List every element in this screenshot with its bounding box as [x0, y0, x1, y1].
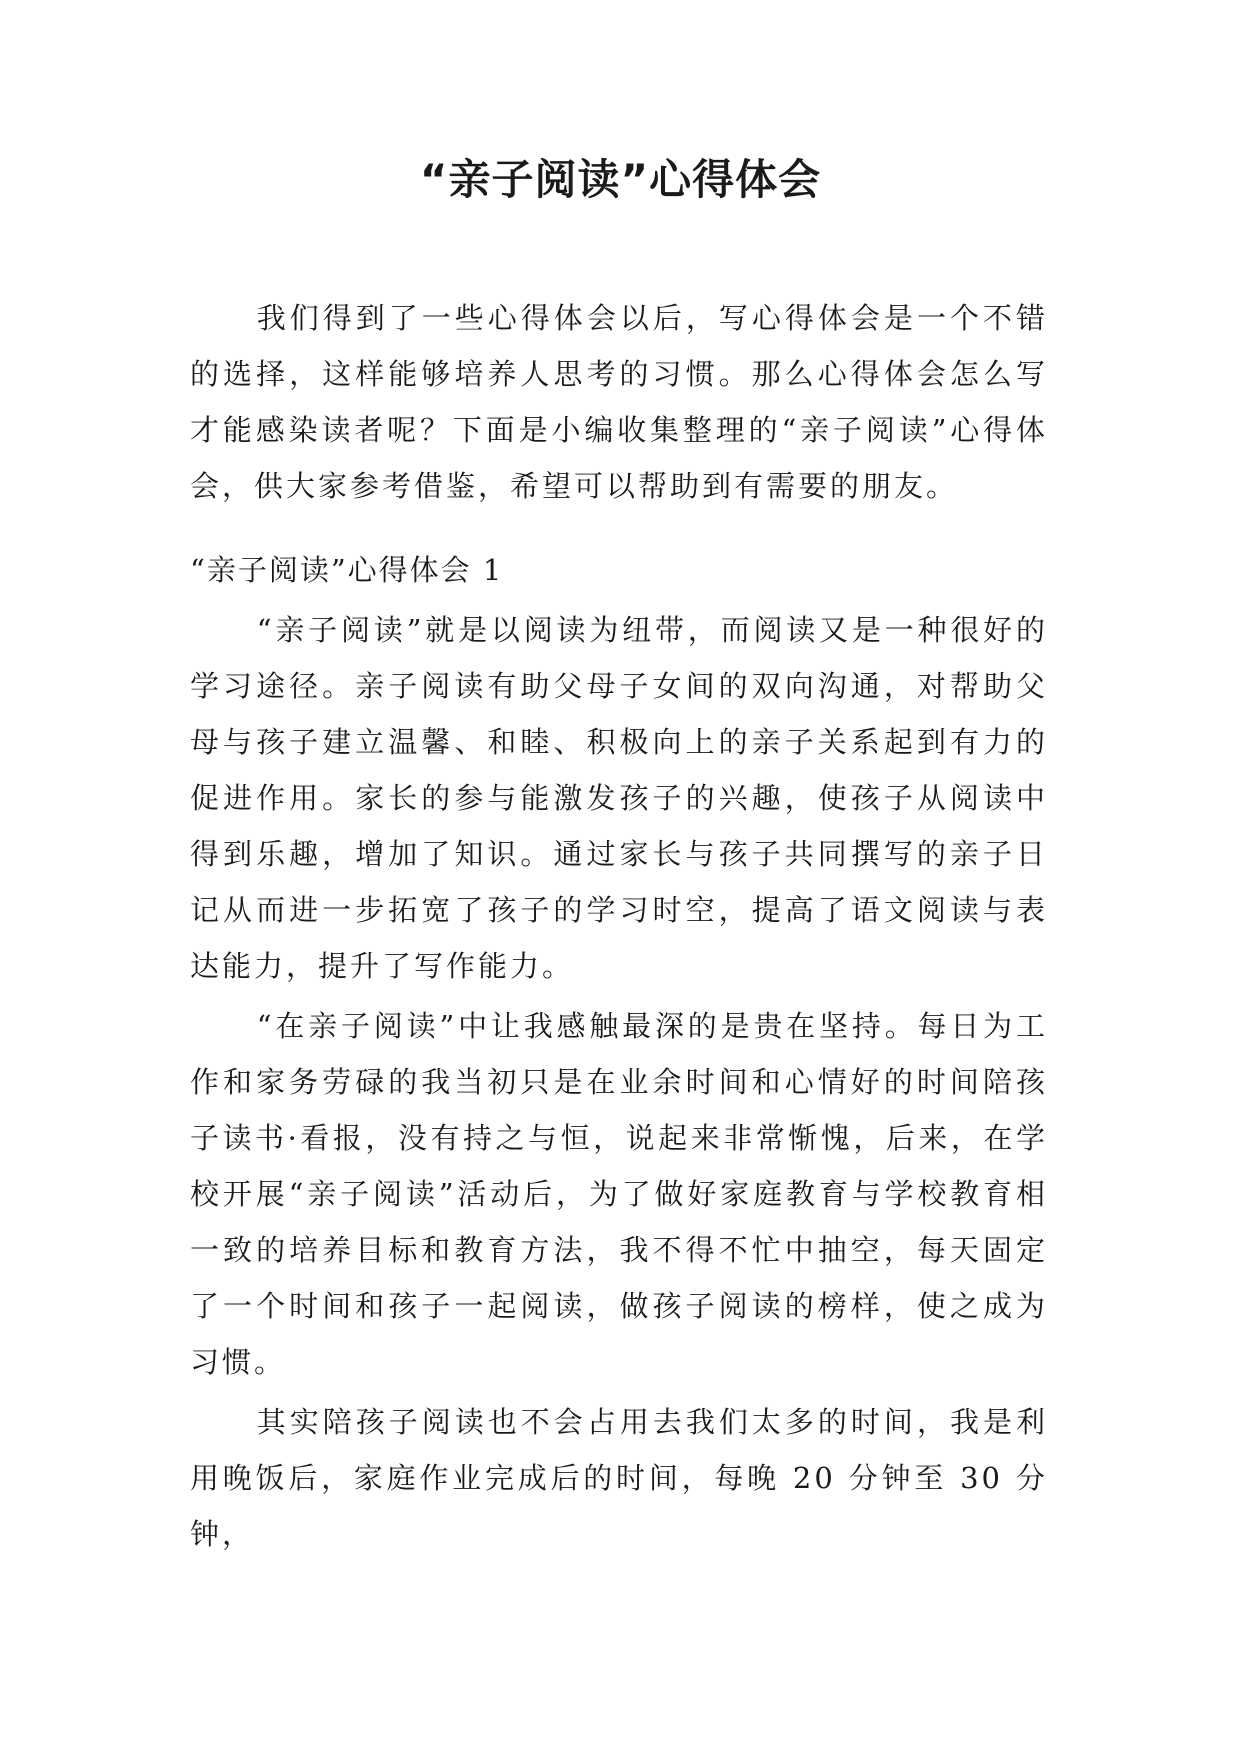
body-paragraph-3: 其实陪孩子阅读也不会占用去我们太多的时间，我是利用晚饭后，家庭作业完成后的时间，每晚 20 分钟至 30 分钟， [190, 1405, 1048, 1551]
body-paragraph-1: “亲子阅读”就是以阅读为纽带，而阅读又是一种很好的学习途径。亲子阅读有助父母子女间的双向沟通，对帮助父母与孩子建立温馨、和睦、积极向上的亲子关系起到有力的促进作用。家长的参与能激发孩子的兴趣，使孩子从阅读中得到乐趣，增加了知识。通过家长与孩子共同撰写的亲子日记从而进一步拓宽了孩子的学习时空，提高了语文阅读与表达能力，提升了写作能力。 [190, 613, 1048, 983]
section-heading: “亲子阅读”心得体会 1 [190, 553, 504, 587]
intro-paragraph: 我们得到了一些心得体会以后，写心得体会是一个不错的选择，这样能够培养人思考的习惯。那么心得体会怎么写才能感染读者呢？下面是小编收集整理的“亲子阅读”心得体会，供大家参考借鉴，希望可以帮助到有需要的朋友。 [190, 301, 1048, 503]
document-body [190, 290, 1048, 1562]
body-paragraph-2: “在亲子阅读”中让我感触最深的是贵在坚持。每日为工作和家务劳碌的我当初只是在业余时间和心情好的时间陪孩子读书·看报，没有持之与恒，说起来非常惭愧，后来，在学校开展“亲子阅读”活动后，为了做好家庭教育与学校教育相一致的培养目标和教育方法，我不得不忙中抽空，每天固定了一个时间和孩子一起阅读，做孩子阅读的榜样，使之成为习惯。 [190, 1009, 1048, 1379]
document-title: “亲子阅读”心得体会 [419, 155, 822, 204]
